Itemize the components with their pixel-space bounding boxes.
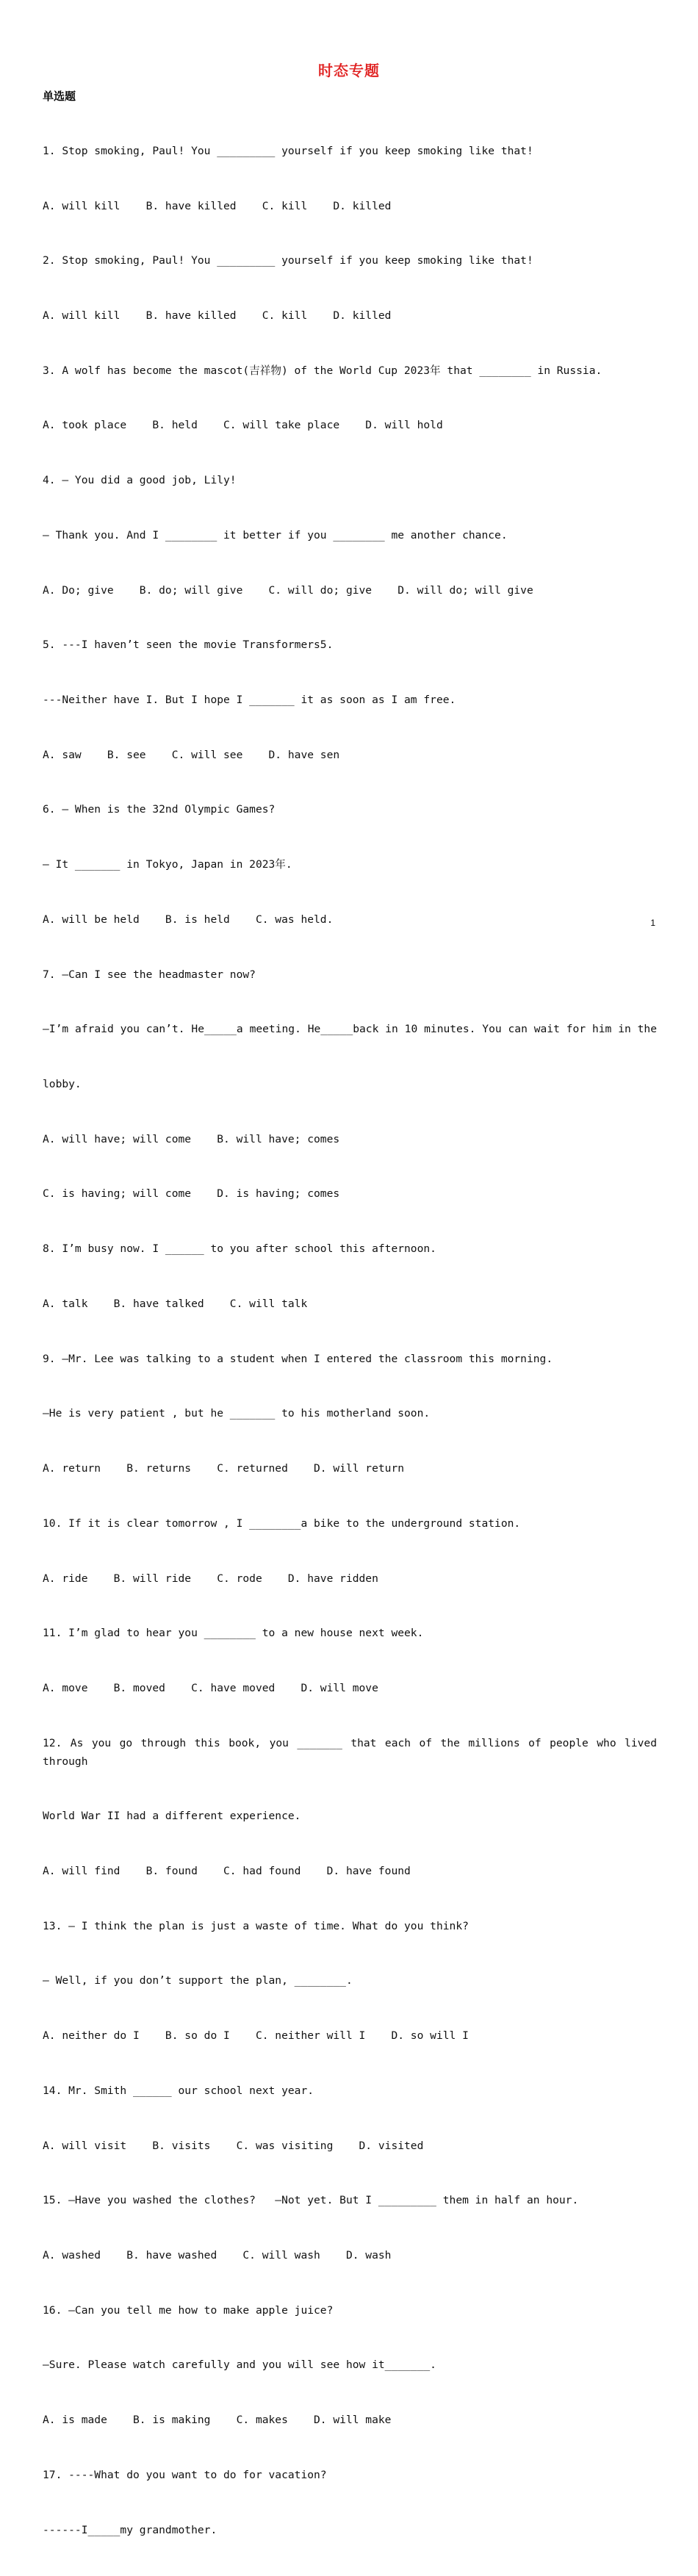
text-line: 5. ---I haven’t seen the movie Transformers5.	[43, 638, 334, 652]
text-line: 2. Stop smoking, Paul! You _________ yourself if you keep smoking like that!	[43, 254, 533, 267]
text-line: —He is very patient , but he _______ to his motherland soon.	[43, 1407, 431, 1420]
text-line: ---Neither have I. But I hope I _______ it as soon as I am free.	[43, 694, 456, 706]
text-line: —Sure. Please watch carefully and you will see how it_______.	[43, 2359, 436, 2372]
text-line: lobby.	[43, 1078, 82, 1091]
text-line: 13. — I think the plan is just a waste of time. What do you think?	[43, 1919, 469, 1932]
text-line: A. will find B. found C. had found D. have found	[43, 1865, 411, 1877]
text-line: A. will visit B. visits C. was visiting D. visited	[43, 2139, 424, 2152]
page-number: 1	[650, 918, 655, 928]
text-line: A. move B. moved C. have moved D. will move	[43, 1681, 378, 1694]
text-line: A. took place B. held C. will take place D. will hold	[43, 419, 443, 432]
text-line: ------I_____my grandmother.	[43, 2523, 217, 2536]
text-line: A. talk B. have talked C. will talk	[43, 1297, 308, 1310]
text-line: A. is made B. is making C. makes D. will make	[43, 2414, 392, 2427]
text-line: C. is having; will come D. is having; comes	[43, 1187, 340, 1201]
text-line: A. will have; will come B. will have; comes	[43, 1132, 340, 1145]
text-line: 4. — You did a good job, Lily!	[43, 474, 237, 487]
text-line: A. saw B. see C. will see D. have sen	[43, 748, 340, 761]
text-line: 9. —Mr. Lee was talking to a student when I entered the classroom this morning.	[43, 1352, 553, 1365]
text-line: 3. A wolf has become the mascot(吉祥物) of the World Cup 2023年 that ________ in Russia.	[43, 364, 602, 377]
text-line: A. Do; give B. do; will give C. will do; give D. will do; will give	[43, 583, 533, 597]
text-line: 6. — When is the 32nd Olympic Games?	[43, 803, 276, 816]
text-line: — Thank you. And I ________ it better if you ________ me another chance.	[43, 528, 508, 542]
text-line: A. neither do I B. so do I C. neither will I D. so will I	[43, 2029, 469, 2043]
section-heading: 单选题	[43, 90, 76, 103]
text-line: — It _______ in Tokyo, Japan in 2023年.	[43, 858, 292, 871]
text-line: 1. Stop smoking, Paul! You _________ yourself if you keep smoking like that!	[43, 144, 533, 157]
text-line: A. washed B. have washed C. will wash D. wash	[43, 2249, 392, 2262]
text-line: A. ride B. will ride C. rode D. have ridden	[43, 1572, 378, 1585]
text-line: 8. I’m busy now. I ______ to you after school this afternoon.	[43, 1242, 436, 1256]
text-line: 14. Mr. Smith ______ our school next year.	[43, 2084, 314, 2097]
text-line: — Well, if you don’t support the plan, ________.	[43, 1974, 353, 1987]
text-line: 11. I’m glad to hear you ________ to a new house next week.	[43, 1627, 424, 1640]
text-line: A. will be held B. is held C. was held.	[43, 913, 334, 926]
text-line: A. will kill B. have killed C. kill D. killed	[43, 309, 392, 322]
question-list	[43, 106, 663, 2576]
text-line: 10. If it is clear tomorrow , I ________a bike to the underground station.	[43, 1517, 521, 1530]
text-line: A. return B. returns C. returned D. will return	[43, 1462, 405, 1475]
text-line: 12. As you go through this book, you _______ that each of the millions of people who lived through	[43, 1736, 663, 1768]
text-line: A. will kill B. have killed C. kill D. killed	[43, 199, 392, 212]
page-title: 时态专题	[318, 62, 380, 79]
text-line: 17. ----What do you want to do for vacation?	[43, 2468, 327, 2481]
text-line: 16. —Can you tell me how to make apple juice?	[43, 2303, 334, 2317]
text-line: —I’m afraid you can’t. He_____a meeting. He_____back in 10 minutes. You can wait for him in the	[43, 1023, 657, 1036]
text-line: World War II had a different experience.	[43, 1810, 301, 1823]
text-line: 15. —Have you washed the clothes? —Not yet. But I _________ them in half an hour.	[43, 2194, 579, 2207]
text-line: 7. —Can I see the headmaster now?	[43, 968, 256, 981]
